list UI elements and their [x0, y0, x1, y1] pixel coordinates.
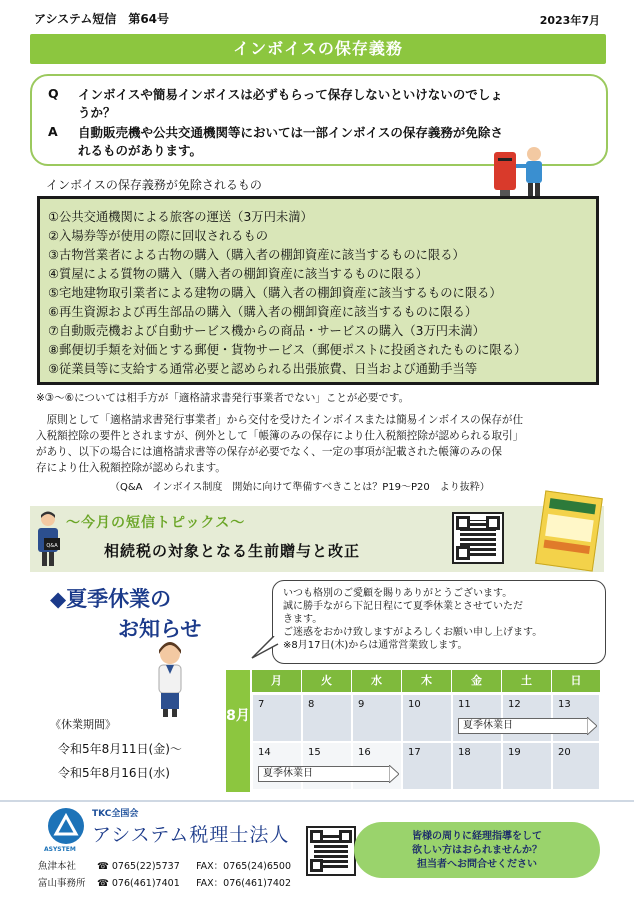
weekday-header: 土	[502, 670, 551, 692]
firm-name: アシステム税理士法人	[92, 824, 290, 846]
book-cover-image	[535, 490, 603, 571]
list-item: ⑤宅地建物取引業者による建物の購入（購入者の棚卸資産に該当するものに限る）	[48, 286, 502, 300]
cta-line: 担当者へお問合せください	[417, 859, 537, 870]
question-line-2: うか？	[78, 105, 116, 120]
list-item: ⑥再生資源および再生部品の購入（購入者の棚卸資産に該当するものに限る）	[48, 305, 478, 319]
topics-title: 相続税の対象となる生前贈与と改正	[104, 542, 361, 560]
calendar-day: 16	[352, 742, 402, 790]
topics-qr-code[interactable]	[452, 512, 504, 564]
paragraph-line: 入税額控除の要件とされますが、例外として「帳簿のみの保存により仕入税額控除が認められる取引」	[36, 430, 524, 442]
office-row	[38, 875, 291, 889]
calendar-day: 15	[302, 742, 352, 790]
source-citation: （Q&A インボイス制度 開始に向けて準備すべきことは？P19～P20 より抜粋）	[110, 482, 490, 493]
cta-line: 欲しい方はおられませんか？	[412, 845, 542, 856]
weekday-header: 日	[552, 670, 600, 692]
bubble-line: ご迷惑をおかけ致しますがよろしくお願い申し上げます。	[283, 627, 543, 638]
calendar-day: 14	[252, 742, 302, 790]
reader-illustration	[34, 510, 64, 568]
weekday-header: 木	[402, 670, 451, 692]
footer-divider	[0, 800, 634, 802]
contact-qr-code[interactable]	[306, 826, 356, 876]
calendar-day: 10	[402, 694, 452, 742]
list-item: ⑨従業員等に支給する通常必要と認められる出張旅費、日当および通勤手当等	[48, 362, 478, 376]
logo-text: ASYSTEM	[44, 846, 76, 853]
office-tel: ☎ 0765(22)5737	[97, 861, 180, 872]
list-item: ②入場券等が使用の際に回収されるもの	[48, 229, 269, 243]
page-title: インボイスの保存義務	[30, 34, 606, 64]
paragraph-line: があり、以下の場合には適格請求書等の保存が必要でなく、一定の事項が記載された帳簿のみの保	[36, 446, 502, 458]
calendar-day: 20	[552, 742, 600, 790]
calendar-day: 13	[552, 694, 600, 742]
list-item: ③古物営業者による古物の購入（購入者の棚卸資産に該当するものに限る）	[48, 248, 465, 262]
calendar-day: 18	[452, 742, 502, 790]
list-item: ⑧郵便切手類を対価とする郵便・貨物サービス（郵便ポストに投函されたものに限る）	[48, 343, 527, 357]
calendar-day: 9	[352, 694, 402, 742]
question-mark: Q	[48, 86, 59, 101]
office-tel: ☎ 076(461)7401	[97, 878, 180, 889]
tkc-label: TKC全国会	[92, 809, 139, 819]
weekday-header: 火	[302, 670, 351, 692]
office-fax: FAX：076(461)7402	[196, 878, 292, 889]
list-item: ①公共交通機関による旅客の運送（3万円未満）	[48, 210, 313, 224]
calendar-day: 17	[402, 742, 452, 790]
list-item: ⑦自動販売機および自動サービス機からの商品・サービスの購入（3万円未満）	[48, 324, 485, 338]
summer-title-line-2: お知らせ	[118, 617, 202, 641]
question-line-1: インボイスや簡易インボイスは必ずもらって保存しないといけないのでしょ	[78, 87, 503, 102]
calendar-day: 8	[302, 694, 352, 742]
calendar-day: 11	[452, 694, 502, 742]
period-label: 《休業期間》	[50, 718, 116, 731]
explanation-paragraph	[36, 412, 606, 476]
notice-speech-bubble	[272, 580, 606, 664]
bubble-tail	[250, 636, 280, 660]
period-end: 令和5年8月16日(水)	[58, 766, 170, 780]
calendar-day: 19	[502, 742, 552, 790]
list-item: ④質屋による質物の購入（購入者の棚卸資産に該当するものに限る）	[48, 267, 428, 281]
office-name: 魚津本社	[38, 861, 77, 872]
arrow-head-icon	[587, 717, 597, 735]
calendar-day: 12	[502, 694, 552, 742]
bubble-line: ※8月17日(木)からは通常営業致します。	[283, 640, 468, 651]
exempt-list	[37, 196, 599, 385]
staff-woman-illustration	[146, 640, 194, 718]
qa-badge: Q&A	[46, 543, 58, 549]
paragraph-line: 存により仕入税額控除が認められます。	[36, 462, 226, 474]
newsletter-issue: アシステム短信 第64号	[34, 12, 170, 26]
answer-line-2: れるものがあります。	[78, 143, 203, 158]
contact-callout	[354, 822, 600, 878]
bubble-line: いつも格別のご愛顧を賜りありがとうございます。	[283, 588, 513, 599]
arrow-head-icon	[389, 765, 399, 783]
calendar-month: 8月	[226, 670, 250, 792]
period-start: 令和5年8月11日(金)～	[58, 742, 182, 756]
exempt-list-title: インボイスの保存義務が免除されるもの	[46, 178, 262, 192]
asystem-logo-icon	[48, 808, 84, 844]
calendar-day: 7	[252, 694, 302, 742]
topics-heading: ～今月の短信トピックス～	[66, 515, 246, 531]
holiday-bar-week2: 夏季休業日	[258, 766, 390, 782]
bubble-line: 誠に勝手ながら下記日程にて夏季休業とさせていただ	[283, 601, 523, 612]
office-fax: FAX：0765(24)6500	[196, 861, 292, 872]
bubble-line: きます。	[283, 614, 323, 625]
answer-line-1: 自動販売機や公共交通機関等においては一部インボイスの保存義務が免除さ	[78, 125, 503, 140]
weekday-header: 金	[452, 670, 501, 692]
exempt-note: ※③～⑥については相手方が「適格請求書発行事業者でない」ことが必要です。	[36, 392, 410, 404]
postbox-illustration	[490, 142, 554, 202]
newsletter-date: 2023年7月	[539, 14, 600, 27]
paragraph-line: 原則として「適格請求書発行事業者」から交付を受けたインボイスまたは簡易インボイスの保存が仕	[46, 414, 524, 426]
summer-notice-title	[50, 584, 201, 644]
cta-line: 皆様の周りに経理指導をして	[412, 831, 542, 842]
summer-title-line-1: ◆夏季休業の	[50, 587, 172, 611]
office-row	[38, 858, 291, 872]
holiday-bar-week1: 夏季休業日	[458, 718, 588, 734]
office-name: 富山事務所	[38, 878, 86, 889]
holiday-calendar	[226, 670, 600, 792]
weekday-header: 水	[352, 670, 401, 692]
weekday-header: 月	[252, 670, 301, 692]
answer-mark: A	[48, 124, 58, 139]
